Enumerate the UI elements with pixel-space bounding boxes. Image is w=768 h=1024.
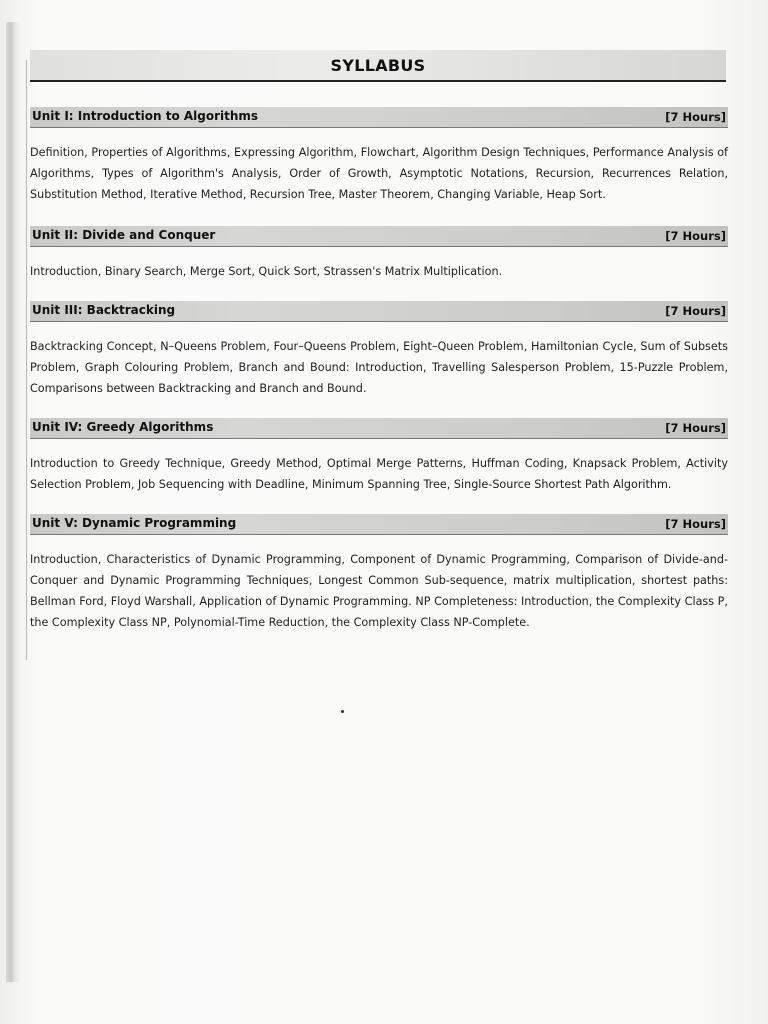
unit-section-5	[30, 514, 728, 633]
binding-line	[26, 60, 27, 660]
unit-body: Backtracking Concept, N–Queens Problem, Four–Queens Problem, Eight–Queen Problem, Hamiltonian Cycle, Sum of Subsets Problem, Graph Colouring Problem, Branch and Bound: Introduction, Travelling Salesperson Problem, 15-Puzzle Problem, Comparisons between Backtracking and Branch and Bound.	[30, 340, 728, 395]
unit-title: Unit IV: Greedy Algorithms	[32, 420, 214, 434]
unit-header	[30, 301, 728, 322]
unit-section-3	[30, 301, 728, 399]
unit-header	[30, 226, 728, 247]
unit-header	[30, 514, 728, 535]
unit-title: Unit II: Divide and Conquer	[32, 228, 216, 242]
unit-hours: [7 Hours]	[665, 517, 726, 531]
unit-title: Unit III: Backtracking	[32, 303, 176, 317]
unit-body: Introduction to Greedy Technique, Greedy Method, Optimal Merge Patterns, Huffman Coding, Knapsack Problem, Activity Selection Problem, Job Sequencing with Deadline, Minimum Spanning Tree, Single-Source Shortest Path Algorithm.	[30, 457, 728, 491]
binding-edge	[6, 22, 20, 982]
unit-header	[30, 418, 728, 439]
page-title-bar	[30, 50, 726, 82]
unit-body: Definition, Properties of Algorithms, Expressing Algorithm, Flowchart, Algorithm Design Techniques, Performance Analysis of Algorithms, Types of Algorithm's Analysis, Order of Growth, Asymptotic Notations, Recursion, Recurrences Relation, Substitution Method, Iterative Method, Recursion Tree, Master Theorem, Changing Variable, Heap Sort.	[30, 146, 728, 201]
unit-hours: [7 Hours]	[665, 110, 726, 124]
unit-hours: [7 Hours]	[665, 421, 726, 435]
unit-title: Unit I: Introduction to Algorithms	[32, 109, 259, 123]
unit-section-2	[30, 226, 728, 282]
unit-section-4	[30, 418, 728, 495]
unit-hours: [7 Hours]	[665, 304, 726, 318]
unit-title: Unit V: Dynamic Programming	[32, 516, 237, 530]
unit-header	[30, 107, 728, 128]
page-title: SYLLABUS	[330, 56, 426, 75]
unit-section-1	[30, 107, 728, 205]
unit-body: Introduction, Binary Search, Merge Sort, Quick Sort, Strassen's Matrix Multiplication.	[30, 265, 503, 278]
unit-body: Introduction, Characteristics of Dynamic Programming, Component of Dynamic Programming, Comparison of Divide-and-Conquer and Dynamic Programming Techniques, Longest Common Sub-sequence, matrix multiplication, shortest paths: Bellman Ford, Floyd Warshall, Application of Dynamic Programming. NP Completeness: Introduction, the Complexity Class P, the Complexity Class NP, Polynomial-Time Reduction, the Complexity Class NP-Complete.	[30, 553, 728, 629]
speck-mark	[341, 710, 344, 713]
unit-hours: [7 Hours]	[665, 229, 726, 243]
